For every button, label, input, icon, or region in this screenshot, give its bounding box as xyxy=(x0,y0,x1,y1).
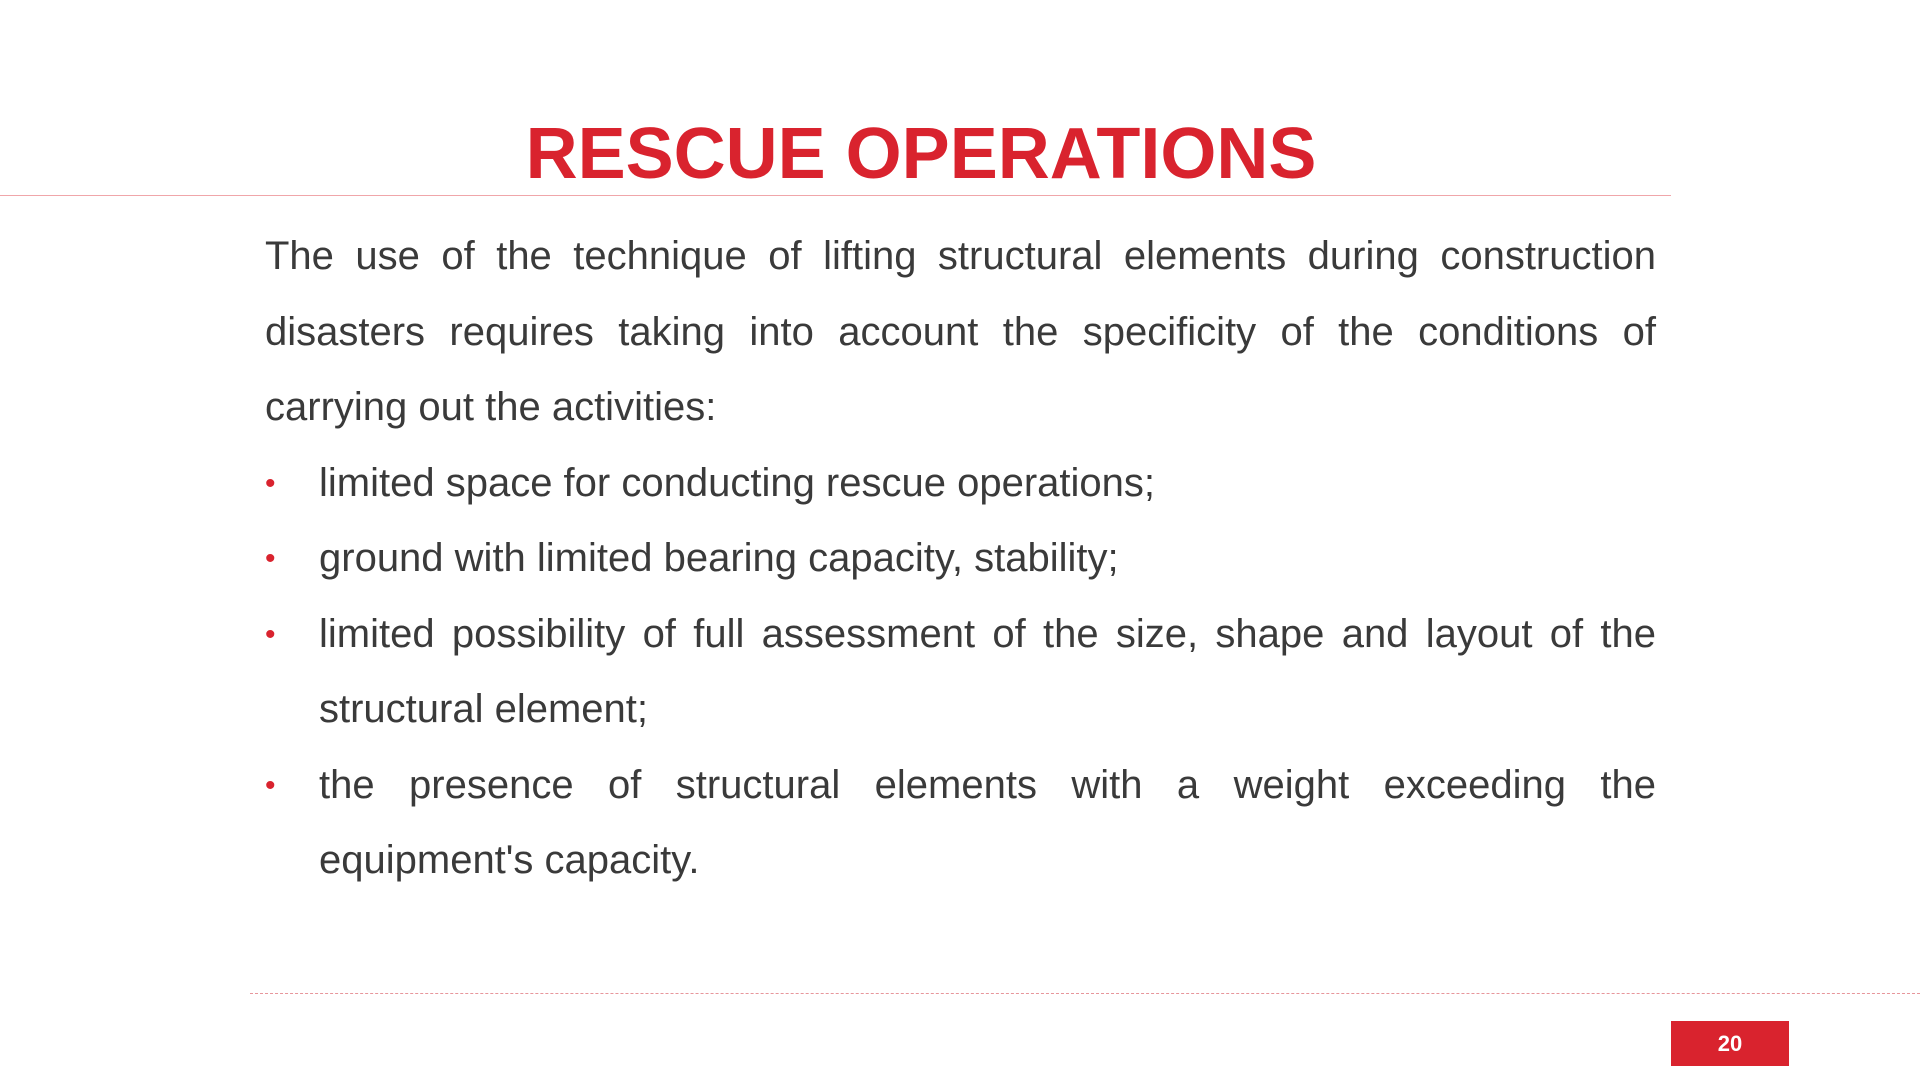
footer-divider xyxy=(250,993,1920,994)
bullet-text: limited space for conducting rescue operations; xyxy=(319,460,1156,505)
bullet-text: limited possibility of full assessment of the size, shape and layout of the structural element; xyxy=(319,611,1656,731)
intro-paragraph: The use of the technique of lifting structural elements during construction disasters requires taking into account the specificity of the conditions of carrying out the activities: xyxy=(265,234,1656,429)
slide-title: RESCUE OPERATIONS xyxy=(525,114,1317,194)
page-number-badge: 20 xyxy=(1671,1021,1789,1066)
bullet-item xyxy=(265,748,1656,899)
bullet-icon: • xyxy=(265,542,276,575)
slide-body xyxy=(265,219,1656,899)
bullet-item xyxy=(265,446,1656,522)
bullet-item xyxy=(265,597,1656,748)
bullet-text: ground with limited bearing capacity, stability; xyxy=(319,536,1119,580)
bullet-icon: • xyxy=(265,617,276,651)
bullet-item xyxy=(265,521,1656,597)
bullet-icon: • xyxy=(265,768,276,802)
bullet-icon: • xyxy=(265,466,276,500)
bullet-text: the presence of structural elements with a weight exceeding the equipment's capacity. xyxy=(319,762,1656,882)
title-divider xyxy=(0,195,1671,196)
bullet-list xyxy=(265,446,1656,899)
